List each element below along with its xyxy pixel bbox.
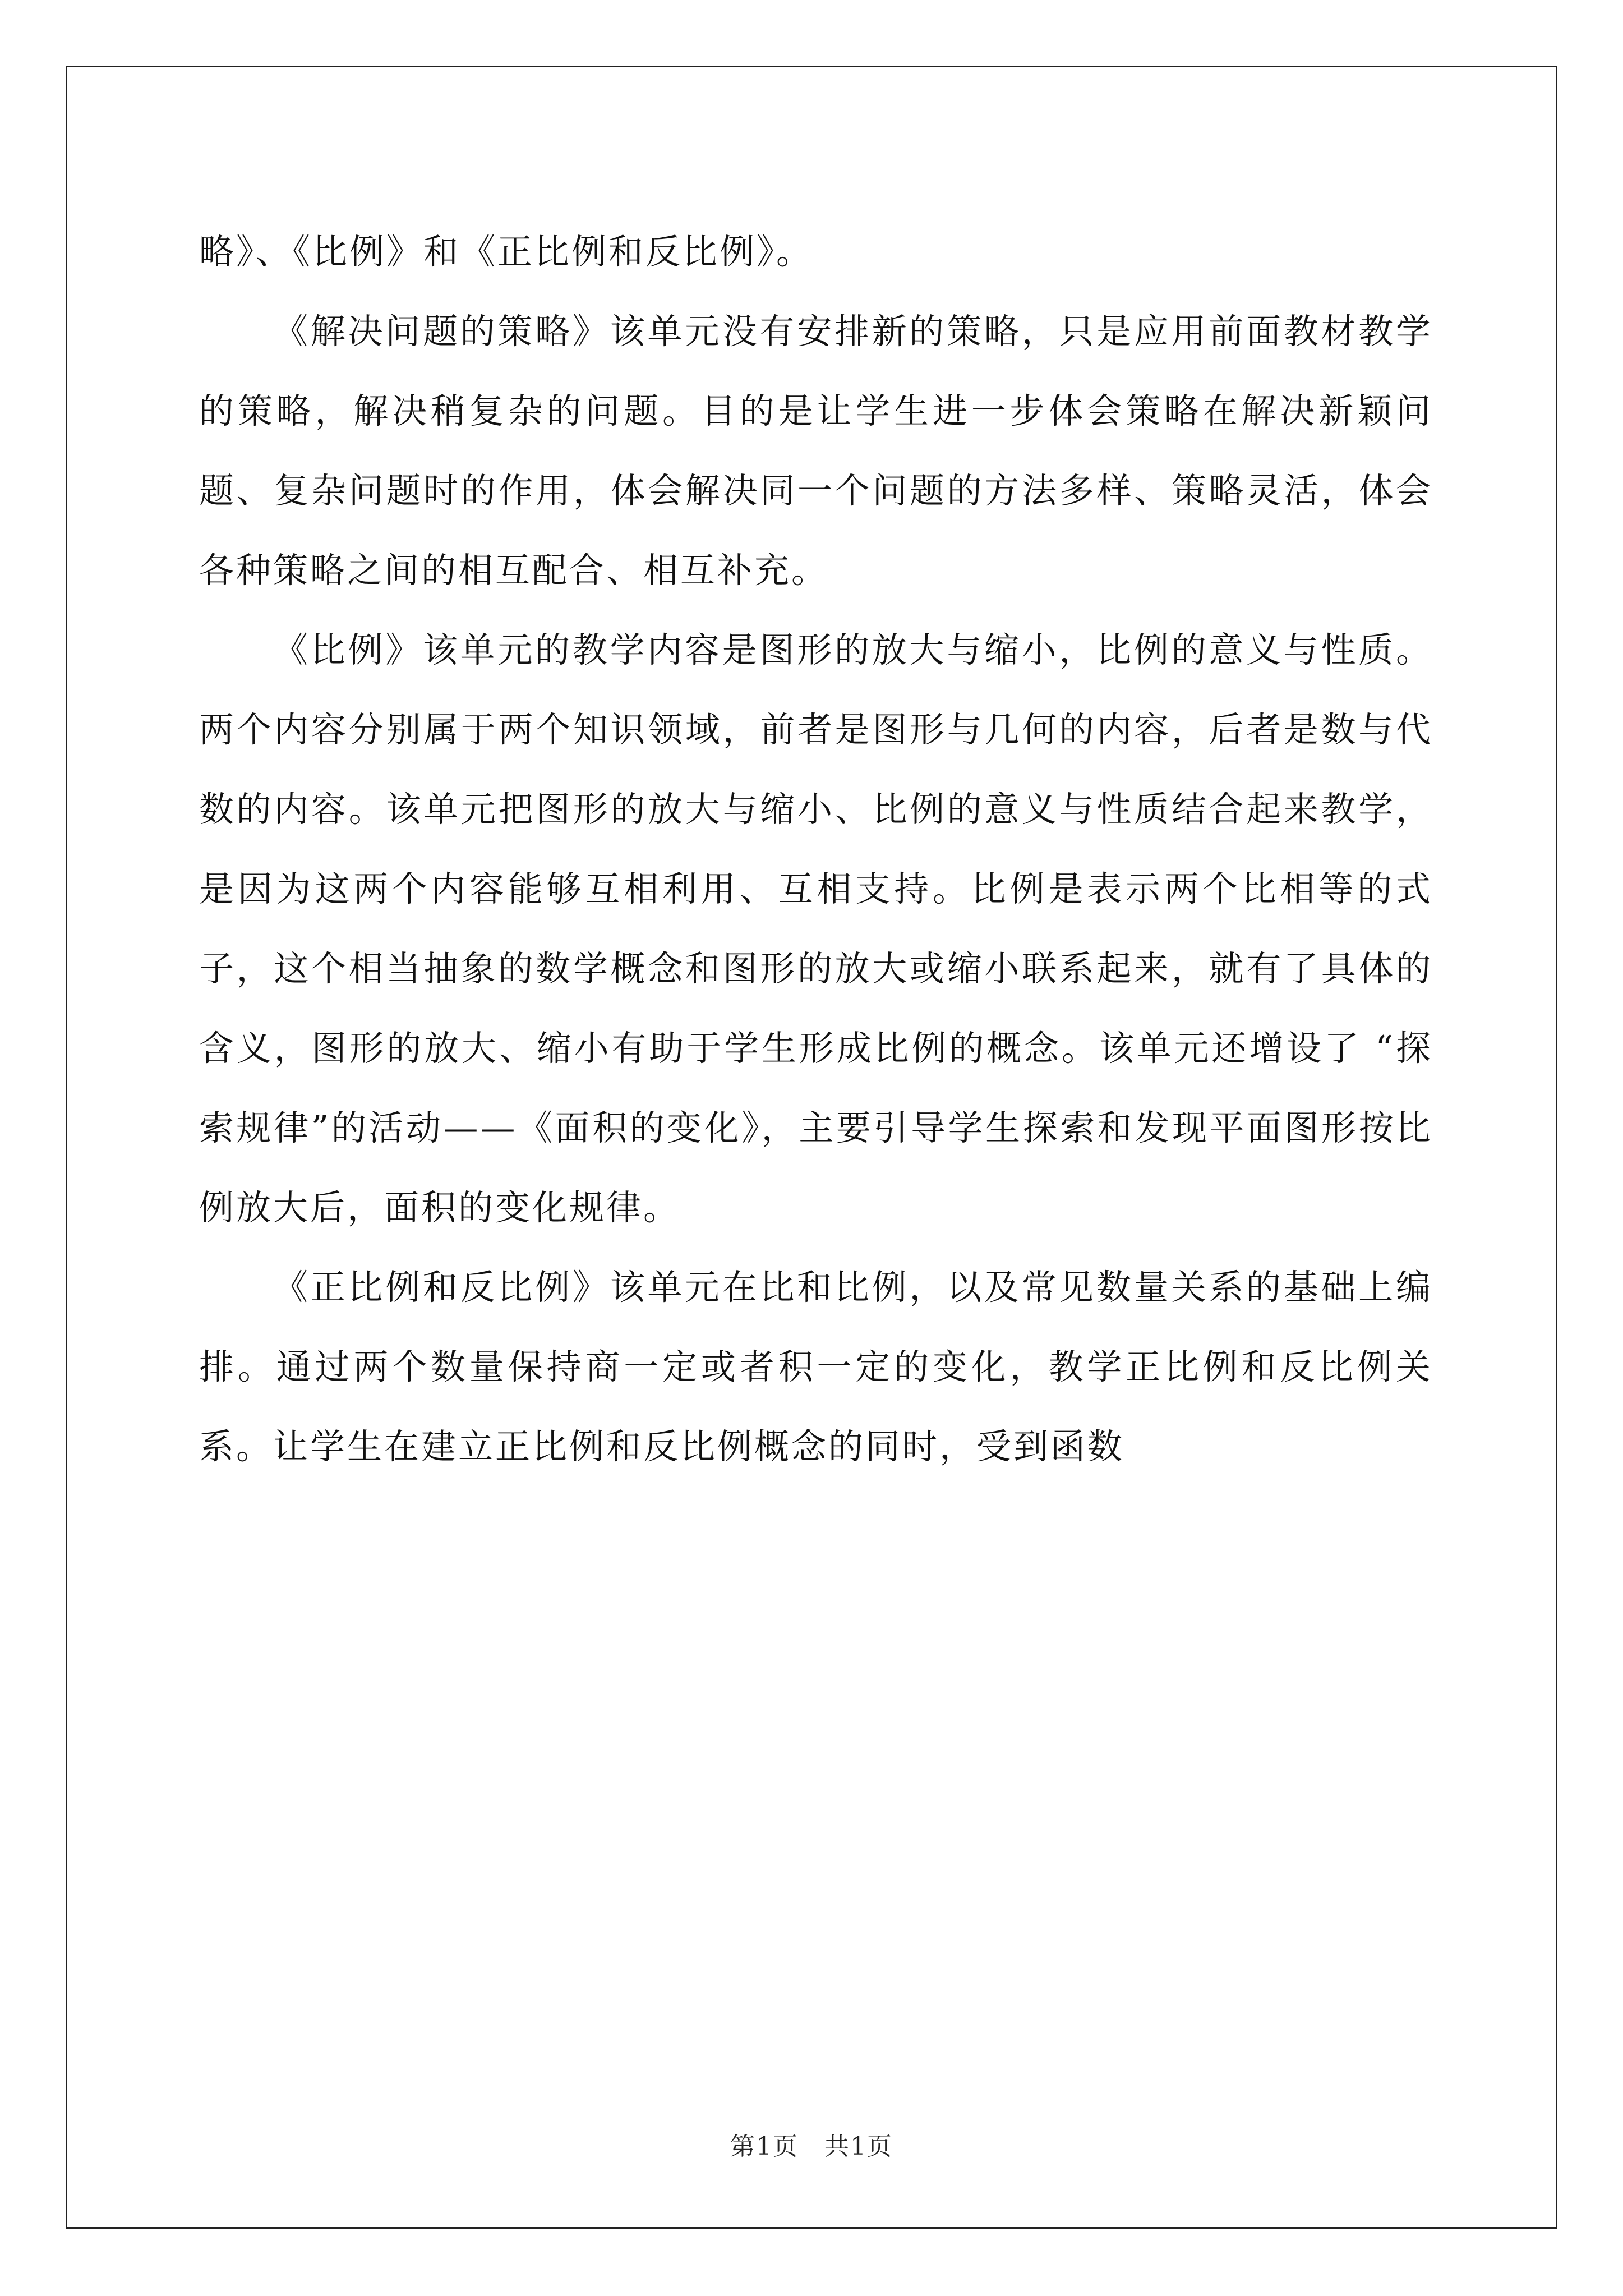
- paragraph-strategy-unit: 《解决问题的策略》该单元没有安排新的策略，只是应用前面教材教学的策略，解决稍复杂的问题。目的是让学生进一步体会策略在解决新颖问题、复杂问题时的作用，体会解决同一个问题的方法多样、策略灵活，体会各种策略之间的相互配合、相互补充。: [199, 311, 1433, 591]
- page-number: 第1页 共1页: [730, 2132, 893, 2161]
- paragraph-continuation: 略》、《比例》和《正比例和反比例》。: [199, 231, 814, 272]
- paragraph-proportion-unit: 《比例》该单元的教学内容是图形的放大与缩小，比例的意义与性质。两个内容分别属于两个知识领域，前者是图形与几何的内容，后者是数与代数的内容。该单元把图形的放大与缩小、比例的意义与性质结合起来教学，是因为这两个内容能够互相利用、互相支持。比例是表示两个比相等的式子，这个相当抽象的数学概念和图形的放大或缩小联系起来，就有了具体的含义，图形的放大、缩小有助于学生形成比例的概念。该单元还增设了 “探索规律”的活动——《面积的变化》，主要引导学生探索和发现平面图形按比例放大后，面积的变化规律。: [199, 629, 1433, 1228]
- document-body: [199, 212, 1433, 1487]
- paragraph-direct-inverse-unit: 《正比例和反比例》该单元在比和比例，以及常见数量关系的基础上编排。通过两个数量保持商一定或者积一定的变化，教学正比例和反比例关系。让学生在建立正比例和反比例概念的同时，受到函数: [199, 1267, 1433, 1467]
